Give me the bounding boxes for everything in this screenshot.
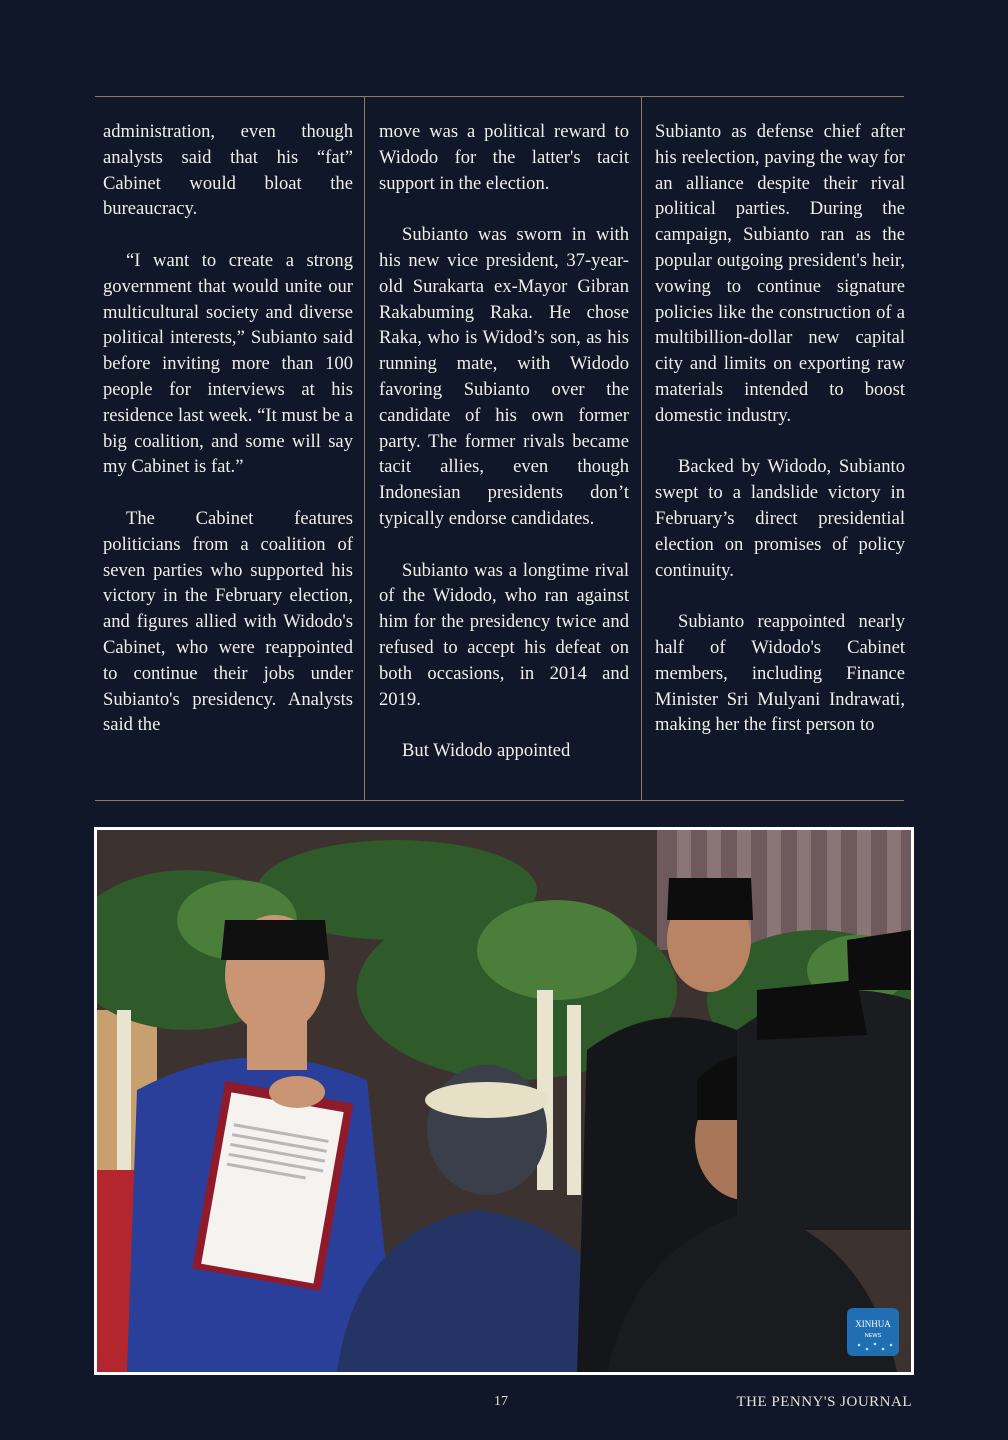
news-photo xyxy=(94,827,914,1375)
svg-text:XINHUA: XINHUA xyxy=(855,1319,891,1329)
publication-name: THE PENNY'S JOURNAL xyxy=(736,1394,912,1410)
paragraph: “I want to create a strong government that would unite our multicultural society and diverse political interests,” Subianto said before inviting more than 100 people for interviews at his residence last week. “It must be a big coalition, and some will say my Cabinet is fat.” xyxy=(103,249,353,478)
bottom-rule xyxy=(95,800,904,801)
top-rule xyxy=(95,96,904,97)
paragraph: Subianto was a longtime rival of the Widodo, who ran against him for the presidency twice and refused to accept his defeat on both occasions, in 2014 and 2019. xyxy=(379,559,629,710)
paragraph: Subianto as defense chief after his reelection, paving the way for an alliance despite their rival political parties. During the campaign, Subianto ran as the popular outgoing president's heir, vowing to continue signature policies like the construction of a multibillion-dollar new capital city and limits on exporting raw materials intended to boost domestic industry. xyxy=(655,121,905,426)
paragraph: But Widodo appointed xyxy=(402,740,571,762)
article-column-1 xyxy=(103,119,353,738)
paragraph: administration, even though analysts said that his “fat” Cabinet would bloat the bureaucracy. xyxy=(103,121,353,220)
column-divider-1 xyxy=(364,96,365,801)
paragraph: move was a political reward to Widodo for the latter's tacit support in the election. xyxy=(379,121,629,194)
paragraph: Subianto reappointed nearly half of Widodo's Cabinet members, including Finance Minister Sri Mulyani Indrawati, making her the first person to xyxy=(655,611,905,736)
page-number: 17 xyxy=(494,1394,508,1409)
paragraph: The Cabinet features politicians from a coalition of seven parties who supported his victory in the February election, and figures allied with Widodo's Cabinet, who were reappointed to continue their jobs under Subianto's presidency. Analysts said the xyxy=(103,507,353,736)
svg-text:NEWS: NEWS xyxy=(864,1333,882,1339)
paragraph: Backed by Widodo, Subianto swept to a landslide victory in February’s direct presidential election on promises of policy continuity. xyxy=(655,456,905,581)
column-divider-2 xyxy=(641,96,642,801)
xinhua-watermark xyxy=(847,1308,899,1356)
article-column-3 xyxy=(655,119,905,738)
article-column-2 xyxy=(379,119,629,764)
paragraph: Subianto was sworn in with his new vice president, 37-year-old Surakarta ex-Mayor Gibran Rakabuming Raka. He chose Raka, who is Widod’s son, as his running mate, with Widodo favoring Subianto over the candidate of his own former party. The former rivals became tacit allies, even though Indonesian presidents don’t typically endorse candidates. xyxy=(379,224,629,529)
